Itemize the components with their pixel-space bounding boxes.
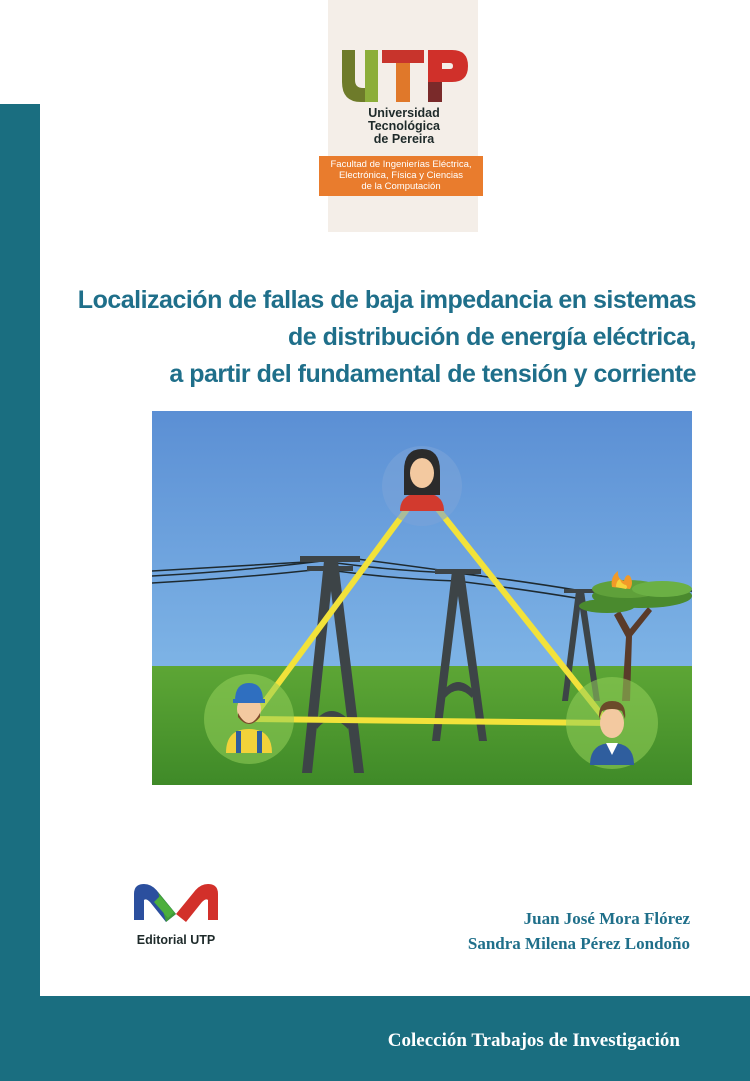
- author-2: Sandra Milena Pérez Londoño: [467, 934, 690, 953]
- book-title: [60, 282, 696, 393]
- faculty-box: [319, 156, 483, 196]
- editorial-utp-logo-icon: [130, 880, 222, 926]
- man-avatar-icon: [566, 677, 658, 769]
- cover-illustration: [152, 411, 692, 785]
- publisher-name: Editorial UTP: [136, 933, 216, 947]
- university-name-line1: Universidad Tecnológica: [367, 106, 440, 133]
- faculty-line2: Electrónica, Física y Ciencias: [338, 170, 464, 181]
- faculty-line1: Facultad de Ingenierías Eléctrica,: [330, 159, 472, 170]
- title-line1: Localización de fallas de baja impedancia en sistemas: [77, 286, 696, 314]
- university-name: [334, 107, 474, 146]
- left-teal-band: [0, 104, 40, 1081]
- worker-avatar-icon: [204, 674, 294, 764]
- utp-logo-icon: [338, 44, 470, 104]
- authors: [380, 906, 690, 956]
- faculty-line3: de la Computación: [361, 181, 441, 192]
- university-name-line2: de Pereira: [373, 132, 435, 146]
- title-line3: a partir del fundamental de tensión y corriente: [169, 360, 696, 388]
- collection-name: Colección Trabajos de Investigación: [387, 1030, 680, 1051]
- title-line2: de distribución de energía eléctrica,: [287, 323, 696, 351]
- woman-avatar-icon: [382, 446, 462, 526]
- author-1: Juan José Mora Flórez: [523, 909, 690, 928]
